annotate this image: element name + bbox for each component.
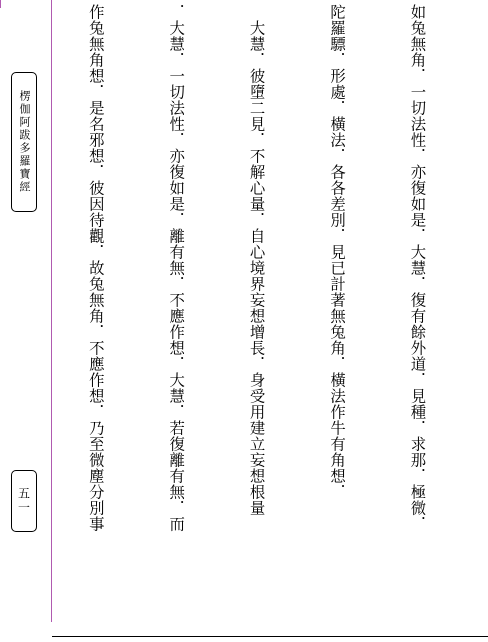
text-column: 如兔無角．一切法性．亦復如是．大慧．復有餘外道．見種．求那．極微． bbox=[408, 4, 427, 532]
margin-rule bbox=[51, 0, 52, 622]
scripture-text bbox=[58, 4, 484, 626]
text-column: 大慧．彼墮二見．不解心量．自心境界妄想增長．身受用建立妄想根量 bbox=[247, 4, 266, 516]
page-number-tab: 五一 bbox=[11, 470, 37, 532]
sutra-title-tab: 楞伽阿跋多羅寶經 bbox=[11, 72, 37, 212]
text-column: 作兔無角想．是名邪想．彼因待觀．故兔無角．不應作想．乃至微塵分別事 bbox=[86, 4, 105, 532]
text-column: 陀羅驃．形處．橫法．各各差別．見已計著無兔角．橫法作牛有角想． bbox=[328, 4, 347, 500]
text-column: ．大慧．一切法性．亦復如是．離有無．不應作想．大慧．若復離有無．而 bbox=[167, 4, 186, 532]
top-tick-mark bbox=[0, 0, 1, 8]
bottom-rule bbox=[52, 636, 488, 637]
